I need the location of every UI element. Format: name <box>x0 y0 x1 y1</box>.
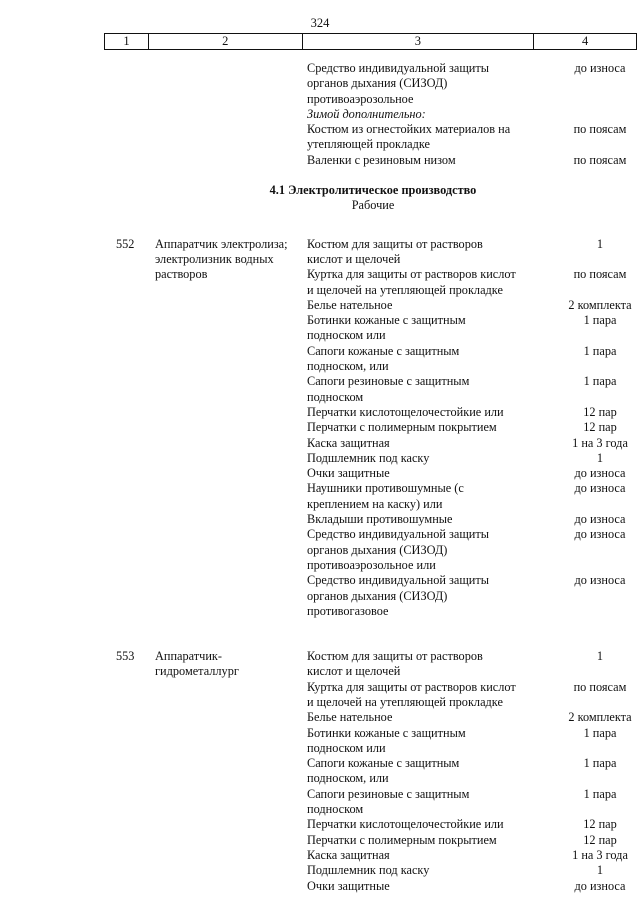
profession-line <box>155 771 307 786</box>
norm-value <box>560 76 640 91</box>
entry-number <box>0 92 155 107</box>
norm-value: 1 пара <box>583 756 617 771</box>
table-row <box>0 137 640 152</box>
table-row <box>0 481 640 496</box>
column-header-2: 2 <box>149 34 303 49</box>
norm-value: до износа <box>574 527 626 542</box>
norm-value: 1 пара <box>583 313 617 328</box>
entry-number <box>0 267 155 282</box>
table-row <box>0 589 640 604</box>
item-line: Сапоги резиновые с защитным <box>307 374 470 389</box>
table-row <box>0 405 640 420</box>
entry-number <box>0 107 155 122</box>
item-line: и щелочей на утепляющей прокладке <box>307 694 503 709</box>
entry-number: 553 <box>116 649 135 664</box>
item-line: утепляющей прокладке <box>307 137 430 152</box>
profession-line <box>155 359 307 374</box>
entry-number <box>0 451 155 466</box>
entry-number <box>0 466 155 481</box>
item-line: органов дыхания (СИЗОД) <box>307 76 448 91</box>
entry-number <box>0 298 155 313</box>
item-line: Белье нательное <box>307 710 393 725</box>
table-row <box>0 267 640 282</box>
entry-number <box>0 137 155 152</box>
item-line: Наушники противошумные (с <box>307 481 464 496</box>
entry-number <box>0 848 155 863</box>
profession-line <box>155 604 307 619</box>
section-subtitle: Рабочие <box>351 198 395 213</box>
profession-line <box>155 817 307 832</box>
profession-line <box>155 833 307 848</box>
profession-line <box>155 283 307 298</box>
entry-number <box>0 359 155 374</box>
entry-number <box>0 863 155 878</box>
norm-value: до износа <box>574 878 626 893</box>
entry-number <box>0 153 155 168</box>
entry-number <box>0 252 155 267</box>
page-number: 324 <box>310 16 330 30</box>
entry-number <box>0 76 155 91</box>
table-row <box>0 107 640 122</box>
norm-value <box>560 771 640 786</box>
table-row <box>0 833 640 848</box>
norm-value: 12 пар <box>583 404 617 419</box>
item-line: Перчатки с полимерным покрытием <box>307 832 497 847</box>
profession-line <box>155 710 307 725</box>
item-line: и щелочей на утепляющей прокладке <box>307 282 503 297</box>
entry-number <box>0 604 155 619</box>
table-row <box>0 451 640 466</box>
item-line: Средство индивидуальной защиты <box>307 527 490 542</box>
item-line: Сапоги кожаные с защитным <box>307 343 460 358</box>
table-row <box>0 848 640 863</box>
norm-value: 2 комплекта <box>568 297 632 312</box>
spacer <box>0 168 640 183</box>
norm-value: до износа <box>574 573 626 588</box>
item-line: Средство индивидуальной защиты <box>307 61 490 75</box>
table-row <box>0 573 640 588</box>
table-row <box>0 497 640 512</box>
norm-value: 1 <box>596 649 604 664</box>
item-line: Каска защитная <box>307 435 390 450</box>
spacer <box>0 634 640 649</box>
norm-value: до износа <box>574 61 626 75</box>
entry-number <box>0 771 155 786</box>
profession-line <box>155 863 307 878</box>
norm-value <box>560 497 640 512</box>
table-row <box>0 527 640 542</box>
norm-value <box>560 328 640 343</box>
norm-value <box>560 137 640 152</box>
item-line: подноском, или <box>307 359 389 374</box>
item-line: Подшлемник под каску <box>307 450 430 465</box>
table-row <box>0 879 640 894</box>
profession-line: гидрометаллург <box>155 664 239 679</box>
norm-value: до износа <box>574 512 626 527</box>
table-row <box>0 664 640 679</box>
item-line: органов дыхания (СИЗОД) <box>307 588 448 603</box>
table-row <box>0 649 640 664</box>
item-line: Зимой дополнительно: <box>307 106 426 121</box>
item-line: подноском, или <box>307 771 389 786</box>
column-header-row <box>104 33 637 50</box>
table-row <box>0 604 640 619</box>
table-row <box>0 252 640 267</box>
norm-value <box>560 107 640 122</box>
item-line: кислот и щелочей <box>307 664 401 679</box>
item-line: креплением на каску) или <box>307 496 443 511</box>
entry-number <box>0 420 155 435</box>
table-row <box>0 558 640 573</box>
table-row <box>0 122 640 137</box>
item-line: Средство индивидуальной защиты <box>307 573 490 588</box>
table-row <box>0 237 640 252</box>
section-heading <box>0 183 640 214</box>
spacer <box>0 214 640 229</box>
table-row <box>0 298 640 313</box>
norm-value <box>560 589 640 604</box>
entry-number <box>0 328 155 343</box>
profession-line <box>155 726 307 741</box>
column-header-1: 1 <box>105 34 149 49</box>
norm-value: 12 пар <box>583 817 617 832</box>
table-row <box>0 390 640 405</box>
entry-number <box>0 833 155 848</box>
profession-line <box>155 420 307 435</box>
norm-value: по поясам <box>573 679 627 694</box>
norm-value: по поясам <box>573 152 627 167</box>
entry-number <box>0 313 155 328</box>
profession-line: растворов <box>155 267 208 282</box>
item-line: противогазовое <box>307 603 389 618</box>
entry-number <box>0 61 155 76</box>
entry-number <box>0 726 155 741</box>
table-row <box>0 61 640 76</box>
norm-value: 2 комплекта <box>568 710 632 725</box>
norm-value: по поясам <box>573 267 627 282</box>
norm-value <box>560 390 640 405</box>
table-row <box>0 802 640 817</box>
item-line: Сапоги резиновые с защитным <box>307 786 470 801</box>
table-row <box>0 771 640 786</box>
entry-number <box>0 664 155 679</box>
norm-value: 12 пар <box>583 420 617 435</box>
entry-number <box>0 344 155 359</box>
entry-number <box>0 543 155 558</box>
norm-value: 1 <box>596 863 604 878</box>
table-row <box>0 76 640 91</box>
entry-number <box>0 436 155 451</box>
norm-value <box>560 664 640 679</box>
entry-number <box>0 787 155 802</box>
profession-line <box>155 390 307 405</box>
entry-number <box>0 879 155 894</box>
entry-number <box>0 695 155 710</box>
profession-line <box>155 741 307 756</box>
item-line: Перчатки с полимерным покрытием <box>307 420 497 435</box>
profession-line <box>155 92 307 107</box>
profession-line <box>155 328 307 343</box>
norm-value: 1 <box>596 236 604 251</box>
profession-line <box>155 107 307 122</box>
profession-line: Аппаратчик электролиза; <box>155 236 288 251</box>
entry-number <box>0 756 155 771</box>
item-line: противоаэрозольное <box>307 91 414 106</box>
item-line: Куртка для защиты от растворов кислот <box>307 267 516 282</box>
item-line: Подшлемник под каску <box>307 863 430 878</box>
norm-value: 1 пара <box>583 343 617 358</box>
entry-number <box>0 589 155 604</box>
norm-value: до износа <box>574 466 626 481</box>
entry-number <box>0 817 155 832</box>
column-header-3: 3 <box>303 34 535 49</box>
profession-line <box>155 756 307 771</box>
norm-value <box>560 558 640 573</box>
profession-line <box>155 543 307 558</box>
entry-number: 552 <box>116 236 135 251</box>
table-row <box>0 817 640 832</box>
entry-number <box>0 558 155 573</box>
spacer <box>0 619 640 634</box>
profession-line <box>155 61 307 76</box>
item-line: Костюм для защиты от растворов <box>307 236 483 251</box>
item-line: подноском <box>307 802 364 817</box>
profession-line <box>155 802 307 817</box>
table-row <box>0 420 640 435</box>
profession-line <box>155 695 307 710</box>
norm-value <box>560 604 640 619</box>
table-row <box>0 863 640 878</box>
profession-line <box>155 879 307 894</box>
profession-line <box>155 527 307 542</box>
entry-number <box>0 283 155 298</box>
table-row <box>0 344 640 359</box>
entry-number <box>0 802 155 817</box>
table-row <box>0 328 640 343</box>
norm-value <box>560 92 640 107</box>
item-line: Перчатки кислотощелочестойкие или <box>307 817 504 832</box>
table-row <box>0 756 640 771</box>
item-line: кислот и щелочей <box>307 251 401 266</box>
table-row <box>0 680 640 695</box>
profession-line <box>155 122 307 137</box>
entry-number <box>0 527 155 542</box>
entry-number <box>0 497 155 512</box>
profession-line <box>155 451 307 466</box>
entry-number <box>0 122 155 137</box>
item-line: органов дыхания (СИЗОД) <box>307 542 448 557</box>
table-row <box>0 374 640 389</box>
item-line: Очки защитные <box>307 466 390 481</box>
profession-line <box>155 405 307 420</box>
item-line: Очки защитные <box>307 878 390 893</box>
entry-number <box>0 405 155 420</box>
column-header-4: 4 <box>534 34 637 49</box>
item-line: Вкладыши противошумные <box>307 512 453 527</box>
item-line: Костюм из огнестойких материалов на <box>307 122 511 137</box>
table-row <box>0 92 640 107</box>
profession-line <box>155 573 307 588</box>
profession-line <box>155 589 307 604</box>
norm-value: по поясам <box>573 122 627 137</box>
item-line: Ботинки кожаные с защитным <box>307 313 466 328</box>
table-row <box>0 726 640 741</box>
profession-line <box>155 466 307 481</box>
norm-value: 1 на 3 года <box>572 435 628 450</box>
profession-line <box>155 137 307 152</box>
item-line: Перчатки кислотощелочестойкие или <box>307 404 504 419</box>
item-line: Каска защитная <box>307 847 390 862</box>
profession-line <box>155 374 307 389</box>
item-line: подноском или <box>307 328 386 343</box>
profession-line <box>155 313 307 328</box>
item-line: противоаэрозольное или <box>307 557 436 572</box>
item-line: Белье нательное <box>307 297 393 312</box>
entry-number <box>0 741 155 756</box>
entry-number <box>0 573 155 588</box>
profession-line <box>155 680 307 695</box>
table-row <box>0 741 640 756</box>
entry-number <box>0 680 155 695</box>
table-row <box>0 283 640 298</box>
profession-line <box>155 481 307 496</box>
profession-line: электролизник водных <box>155 251 274 266</box>
entry-number <box>0 374 155 389</box>
table-row <box>0 153 640 168</box>
entry-number <box>0 390 155 405</box>
table-row <box>0 466 640 481</box>
spacer <box>0 229 640 237</box>
norm-value: 1 пара <box>583 725 617 740</box>
norm-value <box>560 252 640 267</box>
item-line: Ботинки кожаные с защитным <box>307 725 466 740</box>
norm-value: до износа <box>574 481 626 496</box>
entry-number <box>0 710 155 725</box>
norm-value <box>560 359 640 374</box>
norm-value <box>560 283 640 298</box>
item-line: Костюм для защиты от растворов <box>307 649 483 664</box>
norm-value <box>560 695 640 710</box>
item-line: Куртка для защиты от растворов кислот <box>307 679 516 694</box>
table-row <box>0 787 640 802</box>
profession-line <box>155 153 307 168</box>
norm-value: 1 пара <box>583 786 617 801</box>
table-row <box>0 512 640 527</box>
table-row <box>0 436 640 451</box>
table-row <box>0 313 640 328</box>
norm-value: 12 пар <box>583 832 617 847</box>
norm-value <box>560 741 640 756</box>
profession-line <box>155 787 307 802</box>
entry-number <box>0 512 155 527</box>
profession-line <box>155 558 307 573</box>
profession-line <box>155 344 307 359</box>
table-row <box>0 710 640 725</box>
profession-line <box>155 497 307 512</box>
profession-line: Аппаратчик- <box>155 649 222 664</box>
item-line: подноском <box>307 389 364 404</box>
norm-value <box>560 802 640 817</box>
item-line: Валенки с резиновым низом <box>307 152 456 167</box>
norm-value: 1 пара <box>583 374 617 389</box>
profession-line <box>155 436 307 451</box>
document-body <box>0 61 640 894</box>
table-row <box>0 359 640 374</box>
table-row <box>0 695 640 710</box>
profession-line <box>155 76 307 91</box>
norm-value: 1 <box>596 450 604 465</box>
norm-value <box>560 543 640 558</box>
entry-number <box>0 481 155 496</box>
profession-line <box>155 298 307 313</box>
table-row <box>0 543 640 558</box>
norm-value: 1 на 3 года <box>572 847 628 862</box>
section-title: 4.1 Электролитическое производство <box>269 183 477 198</box>
item-line: Сапоги кожаные с защитным <box>307 756 460 771</box>
profession-line <box>155 512 307 527</box>
item-line: подноском или <box>307 740 386 755</box>
profession-line <box>155 848 307 863</box>
